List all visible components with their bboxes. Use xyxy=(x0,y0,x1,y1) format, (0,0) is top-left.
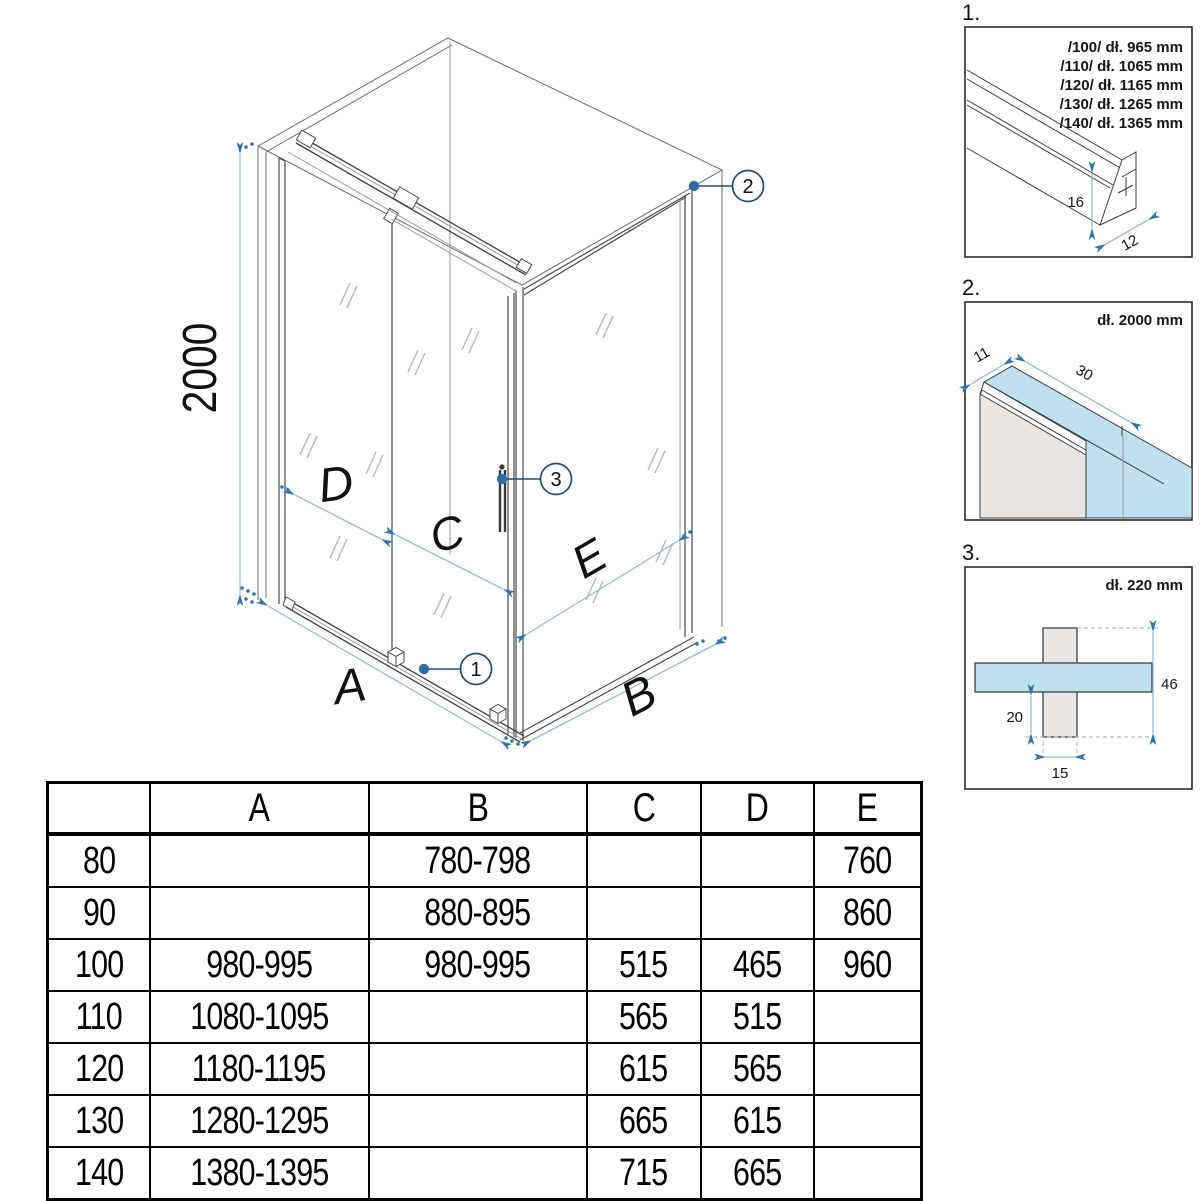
table-row xyxy=(48,1147,922,1200)
table-row xyxy=(48,887,922,939)
table-header-cell: B xyxy=(369,783,587,835)
dim-label-b: B xyxy=(612,665,666,728)
table-cell: 515 xyxy=(587,939,701,991)
table-cell: 980-995 xyxy=(150,939,369,991)
room-outline xyxy=(258,38,722,627)
glass-reflections xyxy=(300,283,673,618)
table-cell xyxy=(369,991,587,1043)
row-size-cell: 130 xyxy=(48,1095,150,1147)
callout-3-number: 3 xyxy=(550,469,562,491)
table-cell: 465 xyxy=(701,939,814,991)
table-header-cell xyxy=(48,783,150,835)
table-cell: 760 xyxy=(814,834,922,887)
table-cell xyxy=(587,887,701,939)
detail-1-rail-profile xyxy=(962,0,1192,257)
table-cell: 1380-1395 xyxy=(150,1147,369,1200)
detail-1-dim-16: 16 xyxy=(1067,194,1084,211)
dim-label-c: C xyxy=(424,504,470,563)
detail-1-line-2: /120/ dł. 1165 mm xyxy=(1060,77,1183,94)
table-cell xyxy=(369,1095,587,1147)
size-table-header xyxy=(48,783,922,835)
detail-1-line-3: /130/ dł. 1265 mm xyxy=(1059,96,1183,113)
dim-label-e: E xyxy=(562,527,616,589)
detail-2-dim-30: 30 xyxy=(1072,361,1096,385)
table-row xyxy=(48,1095,922,1147)
detail-3-label: 3. xyxy=(962,540,981,565)
detail-3-dim-20: 20 xyxy=(1006,709,1023,726)
table-cell: 1280-1295 xyxy=(150,1095,369,1147)
table-header-cell: C xyxy=(587,783,701,835)
table-header-cell: A xyxy=(150,783,369,835)
table-cell: 980-995 xyxy=(369,939,587,991)
detail-3-dim-46: 46 xyxy=(1161,676,1178,693)
row-size-cell: 140 xyxy=(48,1147,150,1200)
table-cell: 1080-1095 xyxy=(150,991,369,1043)
detail-1-dim-12: 12 xyxy=(1118,231,1142,255)
callout-2 xyxy=(689,171,764,202)
table-cell xyxy=(701,887,814,939)
table-cell xyxy=(814,1147,922,1200)
table-cell xyxy=(369,1043,587,1095)
table-cell: 880-895 xyxy=(369,887,587,939)
table-cell xyxy=(814,1043,922,1095)
row-size-cell: 80 xyxy=(48,834,150,887)
table-cell xyxy=(587,834,701,887)
table-cell: 860 xyxy=(814,887,922,939)
detail-3-length: dł. 220 mm xyxy=(1105,577,1183,594)
callout-1 xyxy=(419,654,492,685)
detail-1-label: 1. xyxy=(962,0,981,25)
table-cell xyxy=(814,1095,922,1147)
row-size-cell: 110 xyxy=(48,991,150,1043)
callout-1-number: 1 xyxy=(470,659,482,681)
table-cell xyxy=(814,991,922,1043)
detail-3-cross-section xyxy=(962,540,1192,789)
row-size-cell: 90 xyxy=(48,887,150,939)
detail-2-wall-profile xyxy=(962,275,1192,520)
table-row xyxy=(48,939,922,991)
table-header-cell: D xyxy=(701,783,814,835)
callout-2-number: 2 xyxy=(742,176,754,198)
detail-2-length: dł. 2000 mm xyxy=(1097,312,1183,329)
row-size-cell: 120 xyxy=(48,1043,150,1095)
table-cell: 665 xyxy=(701,1147,814,1200)
table-row xyxy=(48,834,922,887)
table-header-cell: E xyxy=(814,783,922,835)
table-cell: 715 xyxy=(587,1147,701,1200)
row-size-cell: 100 xyxy=(48,939,150,991)
table-cell: 615 xyxy=(587,1043,701,1095)
detail-2-label: 2. xyxy=(962,275,981,300)
dim-label-d: D xyxy=(314,455,357,514)
table-cell: 780-798 xyxy=(369,834,587,887)
table-cell: 665 xyxy=(587,1095,701,1147)
wall-profile-drawing xyxy=(980,366,1192,518)
table-row xyxy=(48,991,922,1043)
table-cell: 960 xyxy=(814,939,922,991)
height-dimension-label: 2000 xyxy=(173,322,227,414)
table-cell: 1180-1195 xyxy=(150,1043,369,1095)
table-cell: 515 xyxy=(701,991,814,1043)
size-table xyxy=(46,781,923,1201)
dim-label-a: A xyxy=(330,658,370,716)
side-panel xyxy=(516,191,698,741)
detail-2-dim-11: 11 xyxy=(970,343,993,367)
detail-1-line-1: /110/ dł. 1065 mm xyxy=(1060,58,1183,75)
table-cell: 615 xyxy=(701,1095,814,1147)
table-cell xyxy=(150,887,369,939)
table-cell xyxy=(701,834,814,887)
table-cell: 565 xyxy=(587,991,701,1043)
detail-3-dim-15: 15 xyxy=(1051,765,1069,782)
table-cell: 565 xyxy=(701,1043,814,1095)
size-table-body xyxy=(48,834,922,1200)
cross-section-drawing xyxy=(975,628,1158,754)
table-cell xyxy=(150,834,369,887)
table-cell xyxy=(369,1147,587,1200)
detail-1-line-0: /100/ dł. 965 mm xyxy=(1067,39,1183,56)
table-row xyxy=(48,1043,922,1095)
detail-1-line-4: /140/ dł. 1365 mm xyxy=(1059,115,1183,132)
